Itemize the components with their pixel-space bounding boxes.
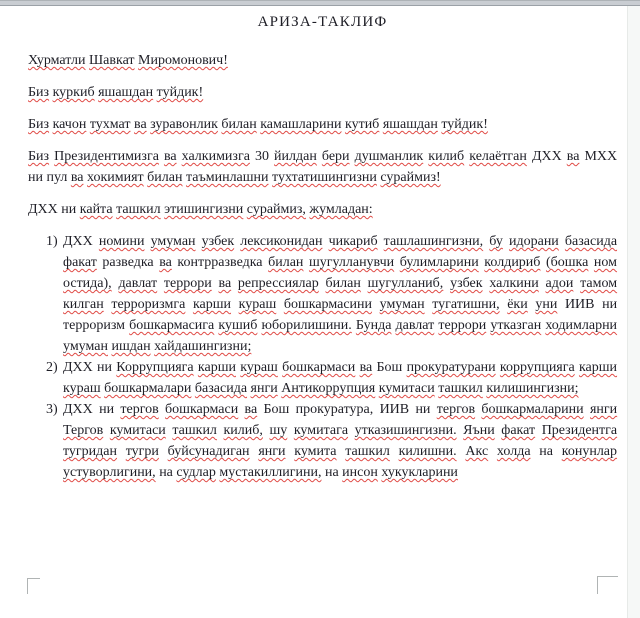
word[interactable]: пул: [46, 170, 68, 185]
word[interactable]: килишни.: [398, 444, 457, 459]
list-number: 2): [46, 360, 58, 375]
word[interactable]: халкимизга: [181, 149, 250, 164]
word[interactable]: качон: [52, 117, 87, 132]
word[interactable]: на: [159, 465, 173, 480]
word[interactable]: ва: [163, 149, 177, 164]
word[interactable]: кумитаси: [109, 423, 166, 438]
word[interactable]: колдириб: [484, 255, 541, 270]
word[interactable]: остида),: [63, 276, 112, 291]
word[interactable]: этишингизни: [164, 202, 244, 217]
word[interactable]: уни: [535, 297, 558, 312]
word[interactable]: бошкармасига: [129, 318, 215, 333]
word[interactable]: ташкил: [345, 444, 390, 459]
word[interactable]: 30: [254, 149, 269, 164]
word[interactable]: сураймиз!: [380, 170, 441, 185]
text-boundary-mark-right: [597, 576, 618, 594]
word[interactable]: килишингизни;: [486, 381, 579, 396]
word[interactable]: утказган: [490, 318, 542, 333]
word[interactable]: ва: [566, 149, 580, 164]
list-number: 3): [46, 402, 58, 417]
word[interactable]: факат: [63, 255, 97, 270]
word[interactable]: идорани: [508, 234, 559, 249]
word[interactable]: номини: [98, 234, 145, 249]
word[interactable]: куркиб: [52, 85, 95, 100]
word[interactable]: давлат: [118, 276, 158, 291]
word[interactable]: кутиб: [344, 117, 380, 132]
right-gutter: [627, 6, 640, 618]
word[interactable]: узбек: [450, 276, 483, 291]
word[interactable]: хукукларини: [381, 465, 458, 480]
word[interactable]: ДХХ: [63, 234, 93, 249]
word[interactable]: ДХХ: [531, 149, 562, 164]
word[interactable]: сураймиз,: [246, 202, 306, 217]
word[interactable]: ишдан: [111, 339, 151, 354]
word[interactable]: камашларини: [260, 117, 342, 132]
word[interactable]: бошкармасини: [283, 297, 373, 312]
word[interactable]: ни: [415, 402, 431, 417]
word[interactable]: хокимият: [87, 170, 144, 185]
word[interactable]: кураш: [240, 360, 278, 375]
document-body[interactable]: [28, 50, 617, 483]
word[interactable]: тамом: [580, 276, 618, 291]
word[interactable]: кумитаси: [378, 381, 435, 396]
word[interactable]: ва: [218, 276, 232, 291]
word[interactable]: карши: [192, 297, 232, 312]
word[interactable]: репрессиялар: [237, 276, 319, 291]
word[interactable]: тухтатишингизни: [272, 170, 377, 185]
word[interactable]: на: [539, 444, 553, 459]
word[interactable]: кумитага: [293, 423, 349, 438]
word[interactable]: Бош: [376, 360, 403, 375]
list-item[interactable]: [46, 231, 618, 357]
word[interactable]: устуворлигини,: [63, 465, 156, 480]
word[interactable]: утказишингизни.: [354, 423, 457, 438]
word[interactable]: на: [324, 465, 339, 480]
list-number: 1): [46, 234, 58, 249]
word[interactable]: умуман: [63, 339, 108, 354]
document-page[interactable]: [28, 12, 617, 483]
word[interactable]: Президентга: [541, 423, 618, 438]
word[interactable]: Президентимизга: [54, 149, 159, 164]
word[interactable]: халкини: [489, 276, 539, 291]
word[interactable]: ИИВ: [564, 297, 595, 312]
word[interactable]: ва: [70, 170, 84, 185]
word[interactable]: прокуратурани: [406, 360, 496, 375]
word[interactable]: кураш: [63, 381, 101, 396]
word[interactable]: ташкил: [438, 381, 483, 396]
word[interactable]: кушиб: [218, 318, 258, 333]
word[interactable]: адои: [545, 276, 574, 291]
word[interactable]: шу: [269, 423, 288, 438]
word[interactable]: базасида: [564, 234, 618, 249]
word[interactable]: ДХХ: [28, 202, 58, 217]
word[interactable]: билан: [268, 255, 304, 270]
word[interactable]: Биз: [28, 149, 50, 164]
word[interactable]: ни: [28, 170, 43, 185]
word[interactable]: ни: [602, 297, 618, 312]
word[interactable]: Антикоррупция: [281, 381, 376, 396]
word[interactable]: террори: [438, 318, 487, 333]
word[interactable]: контрразведка: [177, 255, 263, 270]
word[interactable]: ёки: [507, 297, 528, 312]
word[interactable]: ва: [134, 117, 147, 132]
word[interactable]: терроризмга: [111, 297, 186, 312]
word[interactable]: шугулланувчи: [308, 255, 395, 270]
word[interactable]: умуман: [150, 234, 196, 249]
word[interactable]: келаётган: [469, 149, 527, 164]
word[interactable]: ва: [359, 360, 373, 375]
word[interactable]: ни: [99, 402, 115, 417]
list-item[interactable]: [46, 399, 618, 483]
word[interactable]: килган: [63, 297, 104, 312]
word[interactable]: террори: [163, 276, 212, 291]
word[interactable]: тугридан: [63, 444, 117, 459]
word[interactable]: булимларини: [399, 255, 479, 270]
word[interactable]: янги: [589, 402, 618, 417]
word[interactable]: Хурматли: [28, 53, 86, 68]
word[interactable]: жумладан:: [309, 202, 373, 217]
paragraph[interactable]: [28, 114, 617, 135]
word[interactable]: ни: [61, 202, 77, 217]
word[interactable]: ва: [159, 255, 172, 270]
word[interactable]: Бунда: [355, 318, 392, 333]
word[interactable]: бу: [489, 234, 503, 249]
word[interactable]: хайдашингизни;: [154, 339, 252, 354]
word[interactable]: Биз: [28, 117, 50, 132]
word[interactable]: умуман: [379, 297, 425, 312]
word[interactable]: ва: [244, 402, 258, 417]
word[interactable]: лексиконидан: [240, 234, 323, 249]
word[interactable]: килиб,: [223, 423, 263, 438]
word[interactable]: тергов: [120, 402, 159, 417]
word[interactable]: бошкармаларини: [481, 402, 584, 417]
word[interactable]: чикариб: [328, 234, 378, 249]
word[interactable]: Бош: [263, 402, 290, 417]
word[interactable]: разведка: [102, 255, 154, 270]
word[interactable]: тугатишни,: [432, 297, 500, 312]
word[interactable]: инсон: [342, 465, 378, 480]
word[interactable]: факат: [501, 423, 536, 438]
word[interactable]: ном: [593, 255, 618, 270]
word[interactable]: буйсунадиган: [167, 444, 250, 459]
word[interactable]: бошкармаси: [282, 360, 356, 375]
word[interactable]: Акс: [465, 444, 489, 459]
word[interactable]: янги: [250, 381, 278, 396]
word[interactable]: бошкармаси: [165, 402, 239, 417]
word[interactable]: холда: [496, 444, 531, 459]
word[interactable]: давлат: [395, 318, 435, 333]
word[interactable]: ИИВ: [379, 402, 410, 417]
word[interactable]: Миромонович!: [138, 53, 228, 68]
text-boundary-mark-left: [27, 578, 40, 594]
word[interactable]: Тергов: [63, 423, 104, 438]
word[interactable]: коррупцияга: [499, 360, 575, 375]
word[interactable]: (бошка: [545, 255, 589, 270]
word[interactable]: ДХХ: [63, 402, 93, 417]
word[interactable]: тухмат: [89, 117, 131, 132]
word[interactable]: мустакиллигини,: [219, 465, 322, 480]
word[interactable]: ташкил: [116, 202, 161, 217]
word[interactable]: зуравонлик: [150, 117, 218, 132]
word[interactable]: кайта: [79, 202, 113, 217]
word[interactable]: базасида: [194, 381, 248, 396]
paragraph[interactable]: [28, 50, 617, 71]
word[interactable]: бошкармалари: [104, 381, 192, 396]
paragraph[interactable]: [28, 146, 617, 188]
document-title[interactable]: АРИЗА-ТАКЛИФ: [257, 14, 388, 30]
word[interactable]: терроризм: [63, 318, 126, 333]
word[interactable]: кумита: [294, 444, 337, 459]
word[interactable]: янги: [258, 444, 286, 459]
word[interactable]: прокуратура,: [295, 402, 374, 417]
word[interactable]: Шавкат: [89, 53, 135, 68]
word[interactable]: Биз: [28, 85, 50, 100]
word[interactable]: килиб: [428, 149, 465, 164]
word[interactable]: яшашдан: [98, 85, 154, 100]
word[interactable]: яшашдан: [382, 117, 438, 132]
word[interactable]: ходимларни: [545, 318, 618, 333]
word[interactable]: судлар: [176, 465, 216, 480]
word[interactable]: ташкил: [172, 423, 217, 438]
word[interactable]: юборилишини.: [261, 318, 352, 333]
word[interactable]: ни: [97, 360, 113, 375]
word[interactable]: шугулланиб,: [367, 276, 444, 291]
word[interactable]: тугри: [125, 444, 159, 459]
list-item[interactable]: [46, 357, 618, 399]
word[interactable]: туйдик!: [156, 85, 204, 100]
word[interactable]: тергов: [436, 402, 476, 417]
word[interactable]: таъминлашни: [185, 170, 269, 185]
paragraph[interactable]: [28, 199, 617, 220]
window-chrome-strip: [0, 0, 640, 6]
word[interactable]: билан: [325, 276, 361, 291]
word[interactable]: билан: [221, 117, 257, 132]
word[interactable]: бери: [321, 149, 350, 164]
word[interactable]: узбек: [201, 234, 235, 249]
word[interactable]: йилдан: [274, 149, 317, 164]
word[interactable]: карши: [197, 360, 236, 375]
paragraph[interactable]: [28, 82, 617, 103]
word[interactable]: Яъни: [463, 423, 495, 438]
word[interactable]: конунлар: [561, 444, 618, 459]
word[interactable]: кураш: [238, 297, 277, 312]
word[interactable]: туйдик!: [441, 117, 488, 132]
word[interactable]: ташлашингизни,: [383, 234, 484, 249]
word[interactable]: душманлик: [354, 149, 424, 164]
word[interactable]: ДХХ: [63, 360, 93, 375]
word[interactable]: МХХ: [584, 149, 618, 164]
word[interactable]: карши: [578, 360, 618, 375]
word[interactable]: Коррупцияга: [116, 360, 194, 375]
word[interactable]: билан: [147, 170, 183, 185]
